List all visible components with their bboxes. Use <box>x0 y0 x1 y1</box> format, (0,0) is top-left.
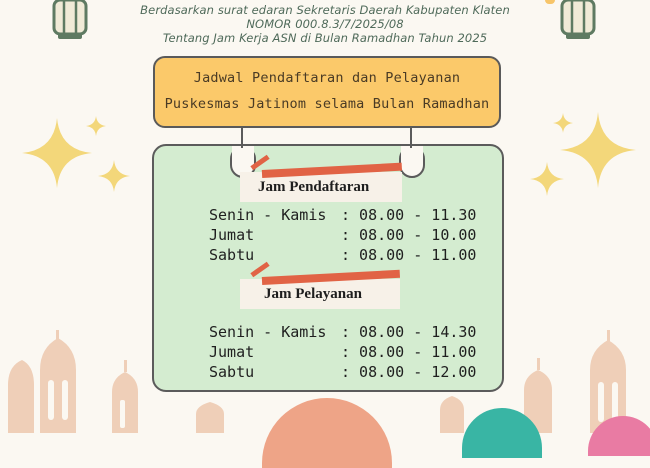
pendaftaran-label: Jam Pendaftaran <box>258 179 370 195</box>
dome-orange <box>262 398 392 468</box>
header-line-1: Berdasarkan surat edaran Sekretaris Daerah Kabupaten Klaten <box>140 3 510 17</box>
star-right-mid-icon <box>530 162 564 196</box>
pelayanan-day-1: Senin - Kamis <box>209 323 327 341</box>
pelayanan-time-1: : 08.00 - 14.30 <box>341 323 477 341</box>
star-left-large-icon <box>22 118 92 188</box>
pelayanan-time-2: : 08.00 - 11.00 <box>341 343 477 361</box>
header-line-3: Tentang Jam Kerja ASN di Bulan Ramadhan Tahun 2025 <box>162 31 488 45</box>
pendaftaran-time-2: : 08.00 - 10.00 <box>341 226 477 244</box>
ring-right-cover <box>401 146 423 162</box>
pendaftaran-day-2: Jumat <box>209 226 255 244</box>
ring-left-cover <box>232 146 254 162</box>
pelayanan-day-3: Sabtu <box>209 363 255 381</box>
pelayanan-time-3: : 08.00 - 12.00 <box>341 363 477 381</box>
pelayanan-day-2: Jumat <box>209 343 255 361</box>
star-left-small-icon <box>86 116 106 136</box>
ring-right-hook <box>410 126 412 148</box>
title-line-1: Jadwal Pendaftaran dan Pelayanan <box>193 70 461 86</box>
pelayanan-label: Jam Pelayanan <box>264 286 362 302</box>
star-right-small-icon <box>553 113 573 133</box>
pendaftaran-day-3: Sabtu <box>209 246 255 264</box>
ring-left-hook <box>241 126 243 148</box>
header-line-2: NOMOR 000.8.3/7/2025/08 <box>246 17 404 31</box>
star-left-mid-icon <box>98 160 130 192</box>
pendaftaran-day-1: Senin - Kamis <box>209 206 327 224</box>
pendaftaran-time-1: : 08.00 - 11.30 <box>341 206 477 224</box>
pendaftaran-time-3: : 08.00 - 11.00 <box>341 246 477 264</box>
title-line-2: Puskesmas Jatinom selama Bulan Ramadhan <box>164 96 490 112</box>
title-box <box>153 56 501 128</box>
